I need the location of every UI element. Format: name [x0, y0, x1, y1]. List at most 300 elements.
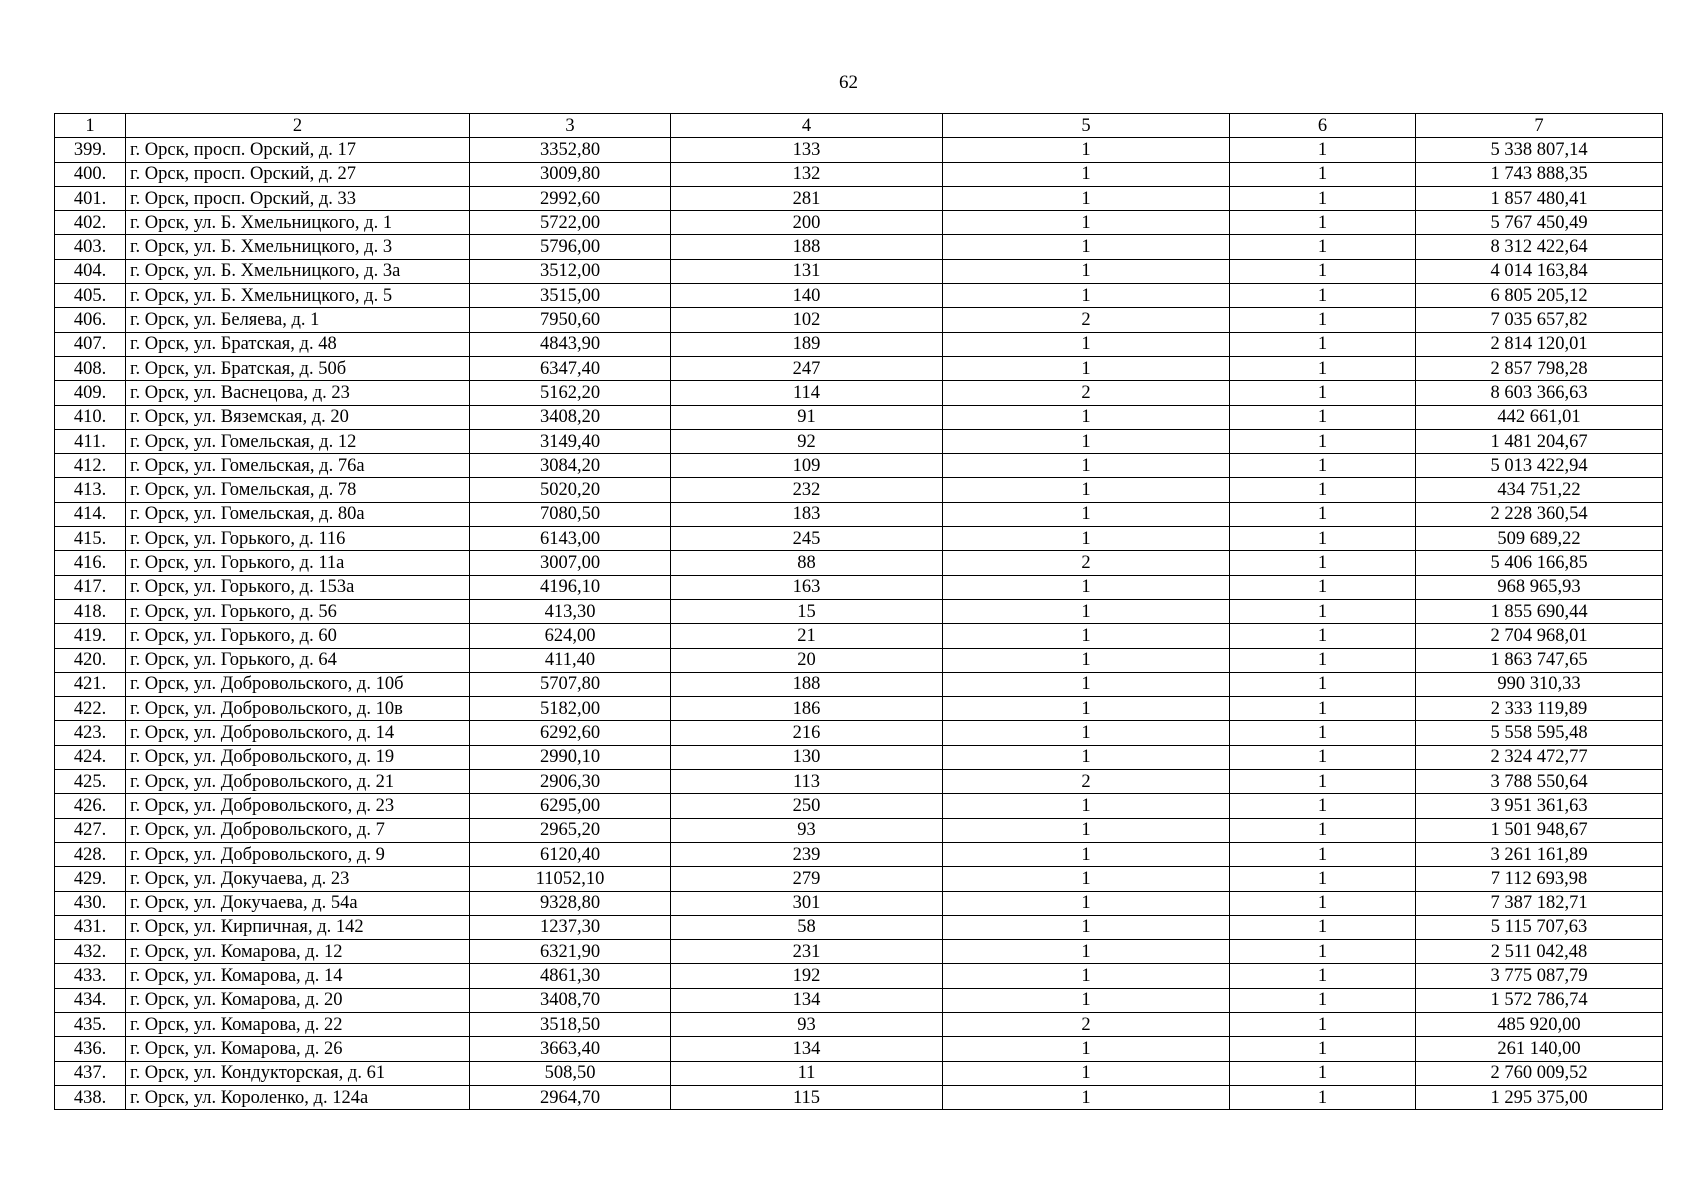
cell-col-6: 1 — [1230, 551, 1416, 575]
address: г. Орск, ул. Кондукторская, д. 61 — [126, 1061, 470, 1085]
row-number: 420. — [55, 648, 126, 672]
cell-col-6: 1 — [1230, 794, 1416, 818]
cell-col-5: 1 — [943, 527, 1230, 551]
cell-col-6: 1 — [1230, 502, 1416, 526]
cost: 2 814 120,01 — [1416, 332, 1663, 356]
table-row — [55, 454, 1663, 478]
residents: 134 — [671, 988, 943, 1012]
residents: 247 — [671, 356, 943, 380]
cost: 1 863 747,65 — [1416, 648, 1663, 672]
residents: 15 — [671, 599, 943, 623]
table-row — [55, 842, 1663, 866]
table-row — [55, 867, 1663, 891]
residents: 109 — [671, 454, 943, 478]
total-area: 3512,00 — [470, 259, 671, 283]
row-number: 407. — [55, 332, 126, 356]
cell-col-5: 1 — [943, 1085, 1230, 1109]
address: г. Орск, ул. Короленко, д. 124а — [126, 1085, 470, 1109]
table-row — [55, 1012, 1663, 1036]
table-row — [55, 502, 1663, 526]
table-row — [55, 138, 1663, 162]
cell-col-6: 1 — [1230, 429, 1416, 453]
residents: 20 — [671, 648, 943, 672]
cell-col-6: 1 — [1230, 454, 1416, 478]
cell-col-6: 1 — [1230, 308, 1416, 332]
cell-col-5: 2 — [943, 551, 1230, 575]
address: г. Орск, ул. Добровольского, д. 10б — [126, 672, 470, 696]
total-area: 624,00 — [470, 624, 671, 648]
cell-col-6: 1 — [1230, 284, 1416, 308]
cost: 968 965,93 — [1416, 575, 1663, 599]
address: г. Орск, ул. Гомельская, д. 12 — [126, 429, 470, 453]
residents: 189 — [671, 332, 943, 356]
address: г. Орск, ул. Комарова, д. 20 — [126, 988, 470, 1012]
address: г. Орск, ул. Добровольского, д. 19 — [126, 745, 470, 769]
total-area: 2990,10 — [470, 745, 671, 769]
table-row — [55, 211, 1663, 235]
cell-col-6: 1 — [1230, 1012, 1416, 1036]
column-header-3: 3 — [470, 114, 671, 138]
cell-col-5: 1 — [943, 138, 1230, 162]
cell-col-6: 1 — [1230, 867, 1416, 891]
column-header-2: 2 — [126, 114, 470, 138]
cell-col-5: 1 — [943, 429, 1230, 453]
residents: 281 — [671, 186, 943, 210]
address: г. Орск, просп. Орский, д. 27 — [126, 162, 470, 186]
address: г. Орск, ул. Братская, д. 48 — [126, 332, 470, 356]
residents: 163 — [671, 575, 943, 599]
row-number: 414. — [55, 502, 126, 526]
cost: 8 603 366,63 — [1416, 381, 1663, 405]
cell-col-5: 1 — [943, 405, 1230, 429]
total-area: 4861,30 — [470, 964, 671, 988]
total-area: 2992,60 — [470, 186, 671, 210]
cell-col-6: 1 — [1230, 599, 1416, 623]
table-row — [55, 915, 1663, 939]
residents: 183 — [671, 502, 943, 526]
cell-col-6: 1 — [1230, 332, 1416, 356]
row-number: 428. — [55, 842, 126, 866]
address: г. Орск, просп. Орский, д. 33 — [126, 186, 470, 210]
residents: 93 — [671, 818, 943, 842]
row-number: 438. — [55, 1085, 126, 1109]
cell-col-6: 1 — [1230, 940, 1416, 964]
cell-col-5: 1 — [943, 745, 1230, 769]
cell-col-6: 1 — [1230, 1085, 1416, 1109]
cell-col-6: 1 — [1230, 915, 1416, 939]
cell-col-5: 1 — [943, 964, 1230, 988]
cost: 7 035 657,82 — [1416, 308, 1663, 332]
total-area: 3007,00 — [470, 551, 671, 575]
cell-col-5: 1 — [943, 842, 1230, 866]
row-number: 437. — [55, 1061, 126, 1085]
total-area: 6292,60 — [470, 721, 671, 745]
residents: 115 — [671, 1085, 943, 1109]
total-area: 508,50 — [470, 1061, 671, 1085]
cost: 3 261 161,89 — [1416, 842, 1663, 866]
cost: 1 855 690,44 — [1416, 599, 1663, 623]
cost: 1 572 786,74 — [1416, 988, 1663, 1012]
total-area: 2906,30 — [470, 770, 671, 794]
row-number: 418. — [55, 599, 126, 623]
total-area: 4196,10 — [470, 575, 671, 599]
row-number: 432. — [55, 940, 126, 964]
cell-col-5: 1 — [943, 284, 1230, 308]
cost: 5 013 422,94 — [1416, 454, 1663, 478]
address: г. Орск, ул. Комарова, д. 12 — [126, 940, 470, 964]
cell-col-6: 1 — [1230, 138, 1416, 162]
table-row — [55, 648, 1663, 672]
total-area: 7950,60 — [470, 308, 671, 332]
row-number: 431. — [55, 915, 126, 939]
row-number: 403. — [55, 235, 126, 259]
cell-col-6: 1 — [1230, 842, 1416, 866]
row-number: 399. — [55, 138, 126, 162]
table-row — [55, 478, 1663, 502]
residents: 239 — [671, 842, 943, 866]
residents: 113 — [671, 770, 943, 794]
total-area: 3352,80 — [470, 138, 671, 162]
cell-col-6: 1 — [1230, 624, 1416, 648]
address: г. Орск, ул. Васнецова, д. 23 — [126, 381, 470, 405]
residents: 88 — [671, 551, 943, 575]
address: г. Орск, ул. Горького, д. 11а — [126, 551, 470, 575]
cost: 2 333 119,89 — [1416, 697, 1663, 721]
residents: 92 — [671, 429, 943, 453]
cell-col-5: 2 — [943, 308, 1230, 332]
row-number: 434. — [55, 988, 126, 1012]
cell-col-6: 1 — [1230, 1037, 1416, 1061]
address: г. Орск, ул. Комарова, д. 26 — [126, 1037, 470, 1061]
address: г. Орск, ул. Добровольского, д. 14 — [126, 721, 470, 745]
residents: 279 — [671, 867, 943, 891]
total-area: 3515,00 — [470, 284, 671, 308]
cell-col-6: 1 — [1230, 575, 1416, 599]
cost: 2 324 472,77 — [1416, 745, 1663, 769]
address: г. Орск, ул. Добровольского, д. 10в — [126, 697, 470, 721]
cell-col-5: 1 — [943, 915, 1230, 939]
residents: 188 — [671, 235, 943, 259]
residents: 200 — [671, 211, 943, 235]
table-row — [55, 551, 1663, 575]
table-header — [55, 114, 1663, 138]
table-row — [55, 527, 1663, 551]
cost: 261 140,00 — [1416, 1037, 1663, 1061]
cell-col-6: 1 — [1230, 891, 1416, 915]
table-row — [55, 1037, 1663, 1061]
cell-col-5: 1 — [943, 332, 1230, 356]
column-header-4: 4 — [671, 114, 943, 138]
address: г. Орск, ул. Горького, д. 56 — [126, 599, 470, 623]
residents: 192 — [671, 964, 943, 988]
cell-col-5: 1 — [943, 186, 1230, 210]
table-row — [55, 891, 1663, 915]
table-row — [55, 235, 1663, 259]
residents: 186 — [671, 697, 943, 721]
total-area: 2965,20 — [470, 818, 671, 842]
cell-col-6: 1 — [1230, 770, 1416, 794]
row-number: 415. — [55, 527, 126, 551]
row-number: 417. — [55, 575, 126, 599]
cell-col-5: 1 — [943, 940, 1230, 964]
cost: 509 689,22 — [1416, 527, 1663, 551]
cell-col-5: 1 — [943, 502, 1230, 526]
row-number: 422. — [55, 697, 126, 721]
address: г. Орск, ул. Комарова, д. 22 — [126, 1012, 470, 1036]
cost: 7 112 693,98 — [1416, 867, 1663, 891]
cell-col-5: 1 — [943, 818, 1230, 842]
cell-col-5: 1 — [943, 162, 1230, 186]
cell-col-5: 1 — [943, 235, 1230, 259]
residents: 58 — [671, 915, 943, 939]
address: г. Орск, ул. Горького, д. 116 — [126, 527, 470, 551]
table-row — [55, 332, 1663, 356]
cell-col-6: 1 — [1230, 697, 1416, 721]
cost: 5 406 166,85 — [1416, 551, 1663, 575]
cost: 1 743 888,35 — [1416, 162, 1663, 186]
residents: 114 — [671, 381, 943, 405]
row-number: 412. — [55, 454, 126, 478]
cell-col-6: 1 — [1230, 527, 1416, 551]
address: г. Орск, ул. Комарова, д. 14 — [126, 964, 470, 988]
cost: 2 228 360,54 — [1416, 502, 1663, 526]
total-area: 4843,90 — [470, 332, 671, 356]
table-row — [55, 284, 1663, 308]
address: г. Орск, ул. Горького, д. 153а — [126, 575, 470, 599]
cell-col-6: 1 — [1230, 478, 1416, 502]
total-area: 6143,00 — [470, 527, 671, 551]
address: г. Орск, ул. Кирпичная, д. 142 — [126, 915, 470, 939]
table-row — [55, 770, 1663, 794]
cell-col-5: 1 — [943, 672, 1230, 696]
residents: 301 — [671, 891, 943, 915]
residents: 93 — [671, 1012, 943, 1036]
total-area: 5020,20 — [470, 478, 671, 502]
total-area: 6347,40 — [470, 356, 671, 380]
cell-col-6: 1 — [1230, 1061, 1416, 1085]
row-number: 406. — [55, 308, 126, 332]
table-body — [55, 138, 1663, 1110]
column-header-6: 6 — [1230, 114, 1416, 138]
cell-col-5: 1 — [943, 648, 1230, 672]
total-area: 7080,50 — [470, 502, 671, 526]
row-number: 426. — [55, 794, 126, 818]
address: г. Орск, ул. Гомельская, д. 80а — [126, 502, 470, 526]
column-header-7: 7 — [1416, 114, 1663, 138]
row-number: 413. — [55, 478, 126, 502]
cell-col-6: 1 — [1230, 405, 1416, 429]
table-row — [55, 186, 1663, 210]
cost: 1 857 480,41 — [1416, 186, 1663, 210]
total-area: 6321,90 — [470, 940, 671, 964]
residents: 11 — [671, 1061, 943, 1085]
total-area: 411,40 — [470, 648, 671, 672]
residents: 188 — [671, 672, 943, 696]
address: г. Орск, ул. Беляева, д. 1 — [126, 308, 470, 332]
cost: 5 558 595,48 — [1416, 721, 1663, 745]
row-number: 419. — [55, 624, 126, 648]
cost: 3 788 550,64 — [1416, 770, 1663, 794]
table-row — [55, 381, 1663, 405]
total-area: 5182,00 — [470, 697, 671, 721]
table-row — [55, 308, 1663, 332]
cell-col-6: 1 — [1230, 356, 1416, 380]
table-row — [55, 794, 1663, 818]
cell-col-6: 1 — [1230, 211, 1416, 235]
row-number: 408. — [55, 356, 126, 380]
table-row — [55, 988, 1663, 1012]
cell-col-5: 1 — [943, 891, 1230, 915]
cell-col-5: 1 — [943, 867, 1230, 891]
table-row — [55, 940, 1663, 964]
address: г. Орск, ул. Горького, д. 60 — [126, 624, 470, 648]
table-row — [55, 599, 1663, 623]
cell-col-5: 1 — [943, 478, 1230, 502]
table-row — [55, 162, 1663, 186]
column-header-1: 1 — [55, 114, 126, 138]
residents: 91 — [671, 405, 943, 429]
address: г. Орск, ул. Гомельская, д. 76а — [126, 454, 470, 478]
cell-col-5: 1 — [943, 575, 1230, 599]
row-number: 404. — [55, 259, 126, 283]
cost: 2 857 798,28 — [1416, 356, 1663, 380]
row-number: 405. — [55, 284, 126, 308]
cell-col-6: 1 — [1230, 235, 1416, 259]
address: г. Орск, ул. Горького, д. 64 — [126, 648, 470, 672]
total-area: 3518,50 — [470, 1012, 671, 1036]
cell-col-5: 1 — [943, 988, 1230, 1012]
total-area: 413,30 — [470, 599, 671, 623]
residents: 250 — [671, 794, 943, 818]
total-area: 1237,30 — [470, 915, 671, 939]
cell-col-5: 1 — [943, 211, 1230, 235]
total-area: 3084,20 — [470, 454, 671, 478]
cell-col-5: 1 — [943, 794, 1230, 818]
column-header-5: 5 — [943, 114, 1230, 138]
table-row — [55, 575, 1663, 599]
row-number: 425. — [55, 770, 126, 794]
total-area: 11052,10 — [470, 867, 671, 891]
cost: 1 295 375,00 — [1416, 1085, 1663, 1109]
cost: 485 920,00 — [1416, 1012, 1663, 1036]
total-area: 9328,80 — [470, 891, 671, 915]
row-number: 410. — [55, 405, 126, 429]
cell-col-6: 1 — [1230, 672, 1416, 696]
total-area: 5707,80 — [470, 672, 671, 696]
row-number: 409. — [55, 381, 126, 405]
cell-col-5: 1 — [943, 1037, 1230, 1061]
row-number: 401. — [55, 186, 126, 210]
cell-col-6: 1 — [1230, 721, 1416, 745]
cost: 8 312 422,64 — [1416, 235, 1663, 259]
total-area: 2964,70 — [470, 1085, 671, 1109]
table-row — [55, 1085, 1663, 1109]
address: г. Орск, ул. Б. Хмельницкого, д. 1 — [126, 211, 470, 235]
cell-col-5: 2 — [943, 770, 1230, 794]
total-area: 6295,00 — [470, 794, 671, 818]
residents: 130 — [671, 745, 943, 769]
cell-col-6: 1 — [1230, 988, 1416, 1012]
cost: 1 501 948,67 — [1416, 818, 1663, 842]
residents: 140 — [671, 284, 943, 308]
address: г. Орск, ул. Докучаева, д. 23 — [126, 867, 470, 891]
address: г. Орск, ул. Б. Хмельницкого, д. 3 — [126, 235, 470, 259]
cost: 2 704 968,01 — [1416, 624, 1663, 648]
row-number: 435. — [55, 1012, 126, 1036]
cost: 7 387 182,71 — [1416, 891, 1663, 915]
row-number: 400. — [55, 162, 126, 186]
cell-col-6: 1 — [1230, 648, 1416, 672]
residents: 231 — [671, 940, 943, 964]
cell-col-5: 1 — [943, 697, 1230, 721]
cell-col-5: 2 — [943, 381, 1230, 405]
cell-col-6: 1 — [1230, 964, 1416, 988]
table-row — [55, 697, 1663, 721]
cost: 442 661,01 — [1416, 405, 1663, 429]
cost: 3 775 087,79 — [1416, 964, 1663, 988]
address: г. Орск, ул. Б. Хмельницкого, д. 3а — [126, 259, 470, 283]
table-row — [55, 721, 1663, 745]
cell-col-5: 1 — [943, 1061, 1230, 1085]
row-number: 411. — [55, 429, 126, 453]
residents: 132 — [671, 162, 943, 186]
cell-col-5: 1 — [943, 454, 1230, 478]
total-area: 5162,20 — [470, 381, 671, 405]
address: г. Орск, ул. Б. Хмельницкого, д. 5 — [126, 284, 470, 308]
table-row — [55, 259, 1663, 283]
cost: 990 310,33 — [1416, 672, 1663, 696]
total-area: 6120,40 — [470, 842, 671, 866]
cell-col-5: 1 — [943, 356, 1230, 380]
total-area: 3149,40 — [470, 429, 671, 453]
address: г. Орск, ул. Гомельская, д. 78 — [126, 478, 470, 502]
address: г. Орск, просп. Орский, д. 17 — [126, 138, 470, 162]
total-area: 3009,80 — [470, 162, 671, 186]
cost: 434 751,22 — [1416, 478, 1663, 502]
cost: 5 767 450,49 — [1416, 211, 1663, 235]
row-number: 402. — [55, 211, 126, 235]
address: г. Орск, ул. Добровольского, д. 7 — [126, 818, 470, 842]
table-row — [55, 745, 1663, 769]
total-area: 3663,40 — [470, 1037, 671, 1061]
cell-col-5: 1 — [943, 721, 1230, 745]
residents: 102 — [671, 308, 943, 332]
cost: 4 014 163,84 — [1416, 259, 1663, 283]
cell-col-5: 1 — [943, 259, 1230, 283]
total-area: 3408,20 — [470, 405, 671, 429]
total-area: 5796,00 — [470, 235, 671, 259]
cell-col-6: 1 — [1230, 186, 1416, 210]
row-number: 416. — [55, 551, 126, 575]
cell-col-6: 1 — [1230, 381, 1416, 405]
cost: 5 115 707,63 — [1416, 915, 1663, 939]
total-area: 5722,00 — [470, 211, 671, 235]
table-row — [55, 429, 1663, 453]
row-number: 423. — [55, 721, 126, 745]
header-row — [55, 114, 1663, 138]
cell-col-5: 2 — [943, 1012, 1230, 1036]
cell-col-5: 1 — [943, 624, 1230, 648]
residents: 245 — [671, 527, 943, 551]
cost: 5 338 807,14 — [1416, 138, 1663, 162]
housing-registry-table — [54, 113, 1663, 1110]
table-row — [55, 672, 1663, 696]
table-row — [55, 356, 1663, 380]
row-number: 433. — [55, 964, 126, 988]
address: г. Орск, ул. Добровольского, д. 9 — [126, 842, 470, 866]
cost: 1 481 204,67 — [1416, 429, 1663, 453]
table-row — [55, 405, 1663, 429]
